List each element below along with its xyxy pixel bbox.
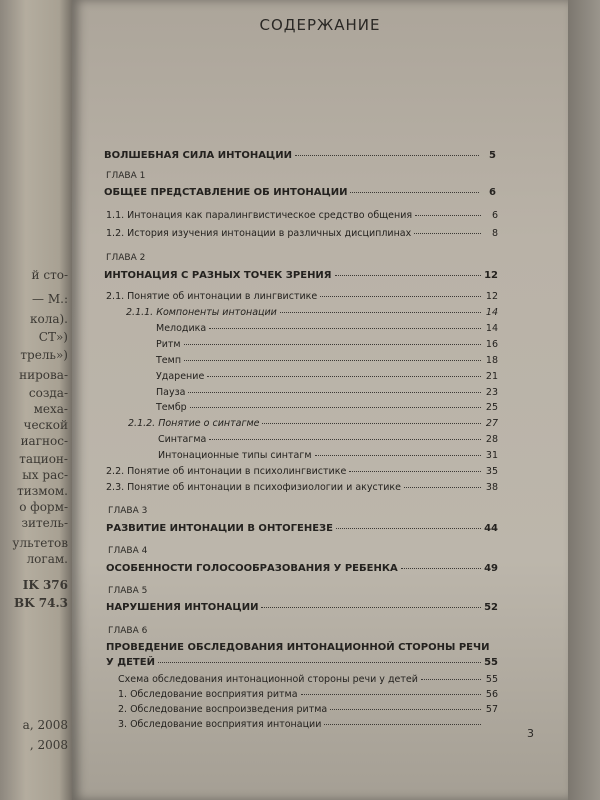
toc-page-number: 21 bbox=[485, 371, 498, 382]
chapter-label: ГЛАВА 2 bbox=[106, 253, 146, 263]
left-page-fragment: — М.: bbox=[32, 292, 68, 306]
toc-page-number: 35 bbox=[485, 466, 498, 477]
toc-entry-label: 1.1. Интонация как паралингвистическое средство общения bbox=[106, 210, 413, 221]
toc-page-number: 23 bbox=[485, 387, 498, 398]
left-page-fragment: созда- bbox=[28, 386, 68, 400]
toc-entry-label: У ДЕТЕЙ bbox=[106, 657, 155, 668]
toc-entry bbox=[106, 210, 498, 221]
leader-dots bbox=[209, 328, 481, 329]
toc-page-number: 12 bbox=[484, 270, 498, 281]
toc-entry bbox=[158, 450, 498, 461]
book-page bbox=[72, 0, 568, 800]
left-page-fragment: логам. bbox=[26, 552, 68, 566]
leader-dots bbox=[315, 455, 482, 456]
toc-entry-label: Ритм bbox=[156, 339, 181, 350]
left-page-fragment: тизмом. bbox=[17, 484, 68, 498]
toc-chapter-title bbox=[104, 270, 498, 281]
toc-page-number: 49 bbox=[484, 563, 498, 574]
toc-page-number: 28 bbox=[485, 434, 498, 445]
toc-entry-label: ОСОБЕННОСТИ ГОЛОСООБРАЗОВАНИЯ У РЕБЕНКА bbox=[106, 563, 398, 574]
toc-entry-label: ВОЛШЕБНАЯ СИЛА ИНТОНАЦИИ bbox=[104, 150, 292, 161]
leader-dots bbox=[262, 423, 481, 424]
toc-page-number: 57 bbox=[485, 704, 498, 715]
toc-entry bbox=[118, 674, 498, 685]
leader-dots bbox=[336, 528, 481, 529]
toc-entry-label: НАРУШЕНИЯ ИНТОНАЦИИ bbox=[106, 602, 259, 613]
toc-entry-label: РАЗВИТИЕ ИНТОНАЦИИ В ОНТОГЕНЕЗЕ bbox=[106, 523, 333, 534]
toc-page-number: 14 bbox=[485, 307, 498, 318]
left-page-fragment: й сто- bbox=[31, 268, 68, 282]
toc-entry bbox=[156, 339, 498, 350]
left-page-fragment: меха- bbox=[33, 402, 68, 416]
left-page-fragment: ческой bbox=[23, 418, 68, 432]
chapter-label: ГЛАВА 1 bbox=[106, 171, 146, 181]
leader-dots bbox=[184, 344, 481, 345]
leader-dots bbox=[414, 233, 481, 234]
toc-entry-label: ИНТОНАЦИЯ С РАЗНЫХ ТОЧЕК ЗРЕНИЯ bbox=[104, 270, 332, 281]
toc-page-number: 6 bbox=[489, 187, 496, 198]
toc-page-number: 56 bbox=[485, 689, 498, 700]
toc-page-number: 8 bbox=[491, 228, 498, 239]
toc-entry bbox=[156, 402, 498, 413]
toc-chapter-title bbox=[106, 602, 498, 613]
toc-entry-label: ПРОВЕДЕНИЕ ОБСЛЕДОВАНИЯ ИНТОНАЦИОННОЙ СТОРОНЫ РЕЧИ bbox=[106, 642, 490, 653]
toc-entry-label: Интонационные типы синтагм bbox=[158, 450, 312, 461]
toc-page-number: 5 bbox=[489, 150, 496, 161]
toc-entry bbox=[156, 387, 498, 398]
toc-page-number: 52 bbox=[484, 602, 498, 613]
leader-dots bbox=[209, 439, 481, 440]
toc-page-number: 31 bbox=[485, 450, 498, 461]
page-number: 3 bbox=[527, 727, 534, 740]
left-page-fragment: IK 376 bbox=[22, 578, 68, 592]
toc-page-number: 38 bbox=[485, 482, 498, 493]
toc-page-number: 18 bbox=[485, 355, 498, 366]
left-page-fragment: , 2008 bbox=[29, 738, 68, 752]
toc-chapter-title bbox=[106, 657, 498, 668]
toc-page-number: 16 bbox=[485, 339, 498, 350]
leader-dots bbox=[330, 709, 481, 710]
leader-dots bbox=[301, 694, 481, 695]
left-page-fragment: трель») bbox=[20, 348, 68, 362]
toc-entry bbox=[128, 418, 498, 429]
leader-dots bbox=[401, 568, 481, 569]
toc-entry-label: Ударение bbox=[156, 371, 205, 382]
toc-entry-label: ОБЩЕЕ ПРЕДСТАВЛЕНИЕ ОБ ИНТОНАЦИИ bbox=[104, 187, 348, 198]
toc-entry-label: 2.1. Понятие об интонации в лингвистике bbox=[106, 291, 318, 302]
left-page-fragment: зитель- bbox=[21, 516, 68, 530]
toc-page-number: 25 bbox=[485, 402, 498, 413]
chapter-label: ГЛАВА 5 bbox=[108, 586, 148, 596]
toc-chapter-title bbox=[106, 523, 498, 534]
toc-entry-label: Тембр bbox=[156, 402, 187, 413]
toc-entry bbox=[158, 434, 498, 445]
leader-dots bbox=[415, 215, 481, 216]
leader-dots bbox=[188, 392, 481, 393]
toc-entry-label: 2. Обследование воспроизведения ритма bbox=[118, 704, 328, 715]
toc-chapter-title bbox=[106, 563, 498, 574]
toc-page-number: 55 bbox=[485, 674, 498, 685]
left-page-fragment: кола). bbox=[30, 312, 68, 326]
toc-entry-label: 2.1.2. Понятие о синтагме bbox=[128, 418, 260, 429]
leader-dots bbox=[335, 275, 481, 276]
background-surface bbox=[568, 0, 600, 800]
toc-entry-label: 1. Обследование восприятия ритма bbox=[118, 689, 298, 700]
toc-entry bbox=[156, 355, 498, 366]
toc-page-number: 55 bbox=[484, 657, 498, 668]
toc-entry-label: Синтагма bbox=[158, 434, 207, 445]
toc-page-number: 27 bbox=[485, 418, 498, 429]
toc-entry-label: Пауза bbox=[156, 387, 186, 398]
toc-entry bbox=[156, 323, 498, 334]
toc-entry-label: Схема обследования интонационной стороны речи у детей bbox=[118, 674, 418, 685]
toc-entry bbox=[106, 291, 498, 302]
toc-entry bbox=[106, 482, 498, 493]
leader-dots bbox=[349, 471, 481, 472]
toc-entry-label: Темп bbox=[156, 355, 182, 366]
toc-page-number: 6 bbox=[491, 210, 498, 221]
leader-dots bbox=[184, 360, 481, 361]
toc-page-number: 14 bbox=[485, 323, 498, 334]
left-page-fragment: о форм- bbox=[19, 500, 68, 514]
leader-dots bbox=[261, 607, 481, 608]
left-page-fragment: BK 74.3 bbox=[14, 596, 68, 610]
leader-dots bbox=[320, 296, 481, 297]
leader-dots bbox=[295, 155, 479, 156]
toc-page-number: 12 bbox=[485, 291, 498, 302]
toc-entry bbox=[118, 704, 498, 715]
left-page-fragment: иагнос- bbox=[20, 434, 68, 448]
toc-entry bbox=[118, 689, 498, 700]
left-page-fragment: СТ») bbox=[38, 330, 68, 344]
toc-entry-label: 3. Обследование восприятия интонации bbox=[118, 719, 322, 730]
toc-entry-label: 2.3. Понятие об интонации в психофизиологии и акустике bbox=[106, 482, 402, 493]
toc-entry-label: 2.2. Понятие об интонации в психолингвистике bbox=[106, 466, 347, 477]
page-title: СОДЕРЖАНИЕ bbox=[259, 16, 381, 34]
toc-entry bbox=[106, 228, 498, 239]
toc-chapter-title bbox=[104, 187, 496, 198]
toc-entry bbox=[126, 307, 498, 318]
leader-dots bbox=[421, 679, 481, 680]
toc-entry-intro bbox=[104, 150, 496, 161]
chapter-label: ГЛАВА 6 bbox=[108, 626, 148, 636]
left-page-fragment: нирова- bbox=[19, 368, 68, 382]
leader-dots bbox=[190, 407, 481, 408]
toc-page-number: 44 bbox=[484, 523, 498, 534]
chapter-label: ГЛАВА 4 bbox=[108, 546, 148, 556]
previous-page-edge bbox=[0, 0, 74, 800]
leader-dots bbox=[280, 312, 481, 313]
left-page-fragment: ультетов bbox=[12, 536, 68, 550]
toc-entry-label: 1.2. История изучения интонации в различных дисциплинах bbox=[106, 228, 412, 239]
leader-dots bbox=[404, 487, 481, 488]
toc-entry bbox=[106, 466, 498, 477]
toc-entry-label: Мелодика bbox=[156, 323, 207, 334]
leader-dots bbox=[158, 662, 481, 663]
left-page-fragment: а, 2008 bbox=[22, 718, 68, 732]
chapter-label: ГЛАВА 3 bbox=[108, 506, 148, 516]
left-page-fragment: тацион- bbox=[19, 452, 68, 466]
toc-entry-label: 2.1.1. Компоненты интонации bbox=[126, 307, 277, 318]
toc-entry bbox=[156, 371, 498, 382]
leader-dots bbox=[207, 376, 481, 377]
toc-chapter-title-line bbox=[106, 642, 489, 653]
leader-dots bbox=[324, 724, 481, 725]
leader-dots bbox=[350, 192, 479, 193]
left-page-fragment: ых рас- bbox=[22, 468, 68, 482]
toc-entry bbox=[118, 719, 498, 730]
